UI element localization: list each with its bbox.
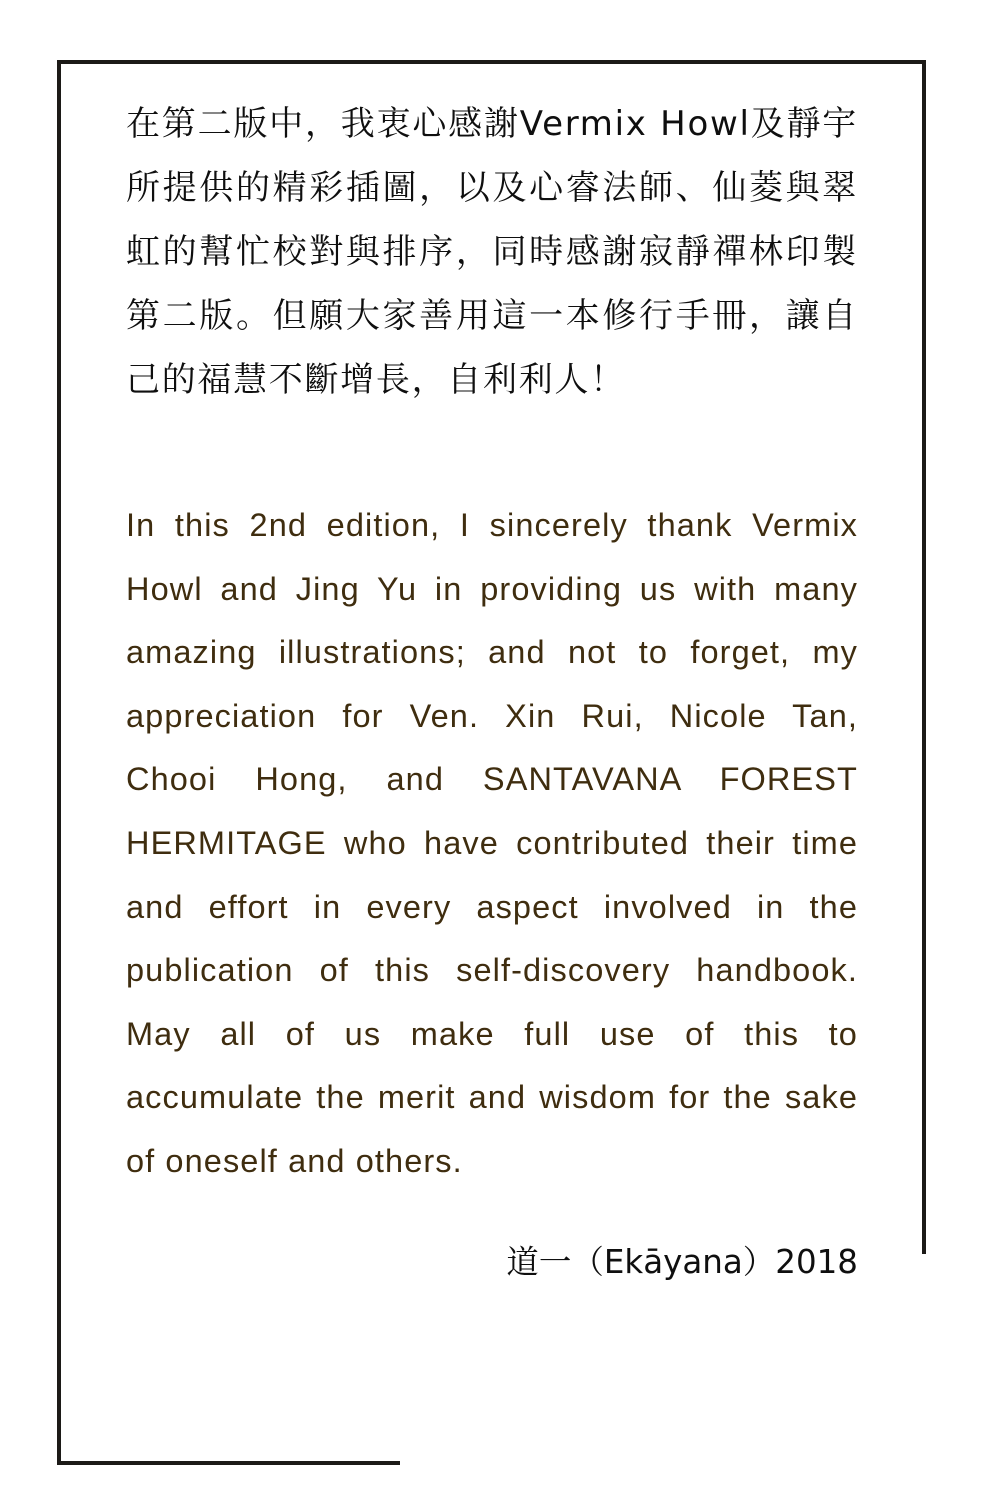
frame-right-border [922,60,926,1254]
acknowledgement-content [126,92,858,1284]
frame-top-border [57,60,926,64]
chinese-acknowledgement-paragraph: 在第二版中，我衷心感謝Vermix Howl及靜宇所提供的精彩插圖，以及心睿法師、仙菱與翠虹的幫忙校對與排序，同時感謝寂靜禪林印製第二版。但願大家善用這一本修行手冊，讓自己的福慧不斷增長，自利利人！ [126,104,858,400]
frame-left-border [57,60,61,1465]
frame-bottom-border [57,1461,400,1465]
author-signature: 道一（Ekāyana）2018 [506,1242,858,1281]
english-acknowledgement-paragraph: In this 2nd edition, I sincerely thank Vermix Howl and Jing Yu in providing us with many amazing illustrations; and not to forget, my appreciation for Ven. Xin Rui, Nicole Tan, Chooi Hong, and SANTAVANA FOREST HERMITAGE who have contributed their time and effort in every aspect involved in the publication of this self-discovery handbook. May all of us make full use of this to accumulate the merit and wisdom for the sake of oneself and others. [126,507,858,1179]
